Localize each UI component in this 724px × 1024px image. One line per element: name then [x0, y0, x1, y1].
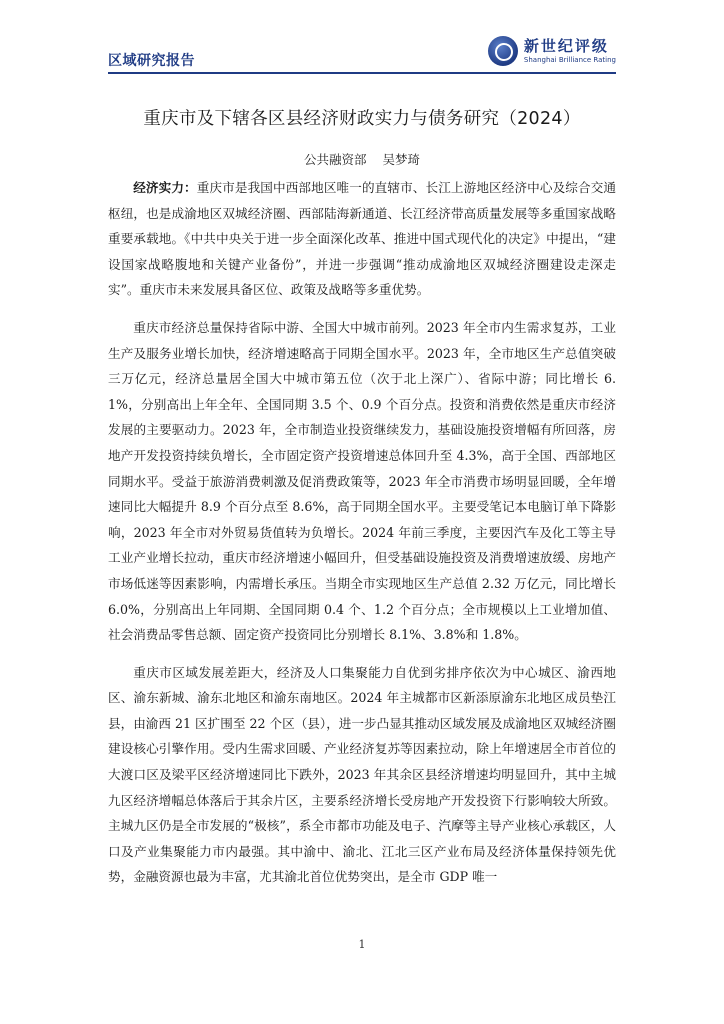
logo-chinese-name: 新世纪评级: [523, 36, 609, 55]
logo-english-name: Shanghai Brilliance Rating: [523, 55, 616, 64]
page-number: 1: [358, 938, 366, 951]
author-name: 吴梦琦: [382, 152, 420, 167]
paragraph-economic-scale: [108, 315, 616, 648]
brand-logo: [488, 34, 616, 68]
page-header: [108, 30, 616, 72]
section-tag: 区域研究报告: [108, 53, 195, 69]
author-line: [108, 150, 616, 168]
author-department: 公共融资部: [303, 152, 367, 167]
paragraph-economic-strength: [108, 175, 616, 303]
paragraph-text: 重庆市经济总量保持省际中游、全国大中城市前列。2023 年全市内生需求复苏，工业生产及服务业增长加快，经济增速略高于同期全国水平。2023 年，全市地区生产总值突破三万亿元，经济总量居全国大中城市第五位（次于北上深广）、省际中游；同比增长 6.1%，分别高出上年全年、全国同期 3.5 个、0.9 个百分点。投资和消费依然是重庆市经济发展的主要驱动力。2023 年，全市制造业投资继续发力，基础设施投资增幅有所回落，房地产开发投资持续负增长，全市固定资产投资增速总体回升至 4.3%，高于全国、西部地区同期水平。受益于旅游消费刺激及促消费政策等，2023 年全市消费市场明显回暖，全年增速同比大幅提升 8.9 个百分点至 8.6%，高于同期全国水平。主要受笔记本电脑订单下降影响，2023 年全市对外贸易货值转为负增长。2024 年前三季度，主要因汽车及化工等主导工业产业增长拉动，重庆市经济增速小幅回升，但受基础设施投资及消费增速放缓、房地产市场低迷等因素影响，内需增长承压。当期全市实现地区生产总值 2.32 万亿元，同比增长 6.0%，分别高出上年同期、全国同期 0.4 个、1.2 个百分点；全市规模以上工业增加值、社会消费品零售总额、固定资产投资同比分别增长 8.1%、3.8%和 1.8%。: [108, 319, 616, 643]
paragraph-lead: 经济实力：: [133, 180, 197, 195]
paragraph-text: 重庆市是我国中西部地区唯一的直辖市、长江上游地区经济中心及综合交通枢纽，也是成渝地区双城经济圈、西部陆海新通道、长江经济带高质量发展等多重国家战略重要承载地。《中共中央关于进一步全面深化改革、推进中国式现代化的决定》中提出，“建设国家战略腹地和关键产业备份”，并进一步强调“推动成渝地区双城经济圈建设走深走实”。重庆市未来发展具备区位、政策及战略等多重优势。: [108, 180, 617, 298]
body-content: [108, 175, 616, 902]
logo-emblem-icon: [488, 36, 518, 66]
paragraph-regional-gap: [108, 660, 616, 890]
document-title: 重庆市及下辖各区县经济财政实力与债务研究（2024）: [143, 109, 581, 129]
header-divider: [108, 72, 616, 74]
paragraph-text: 重庆市区域发展差距大，经济及人口集聚能力自优到劣排序依次为中心城区、渝西地区、渝东新城、渝东北地区和渝东南地区。2024 年主城都市区新添原渝东北地区成员垫江县，由渝西 21 区扩围至 22 个区（县），进一步凸显其推动区域发展及成渝地区双城经济圈建设核心引擎作用。受内生需求回暖、产业经济复苏等因素拉动，除上年增速居全市首位的大渡口区及梁平区经济增速同比下跌外，2023 年其余区县经济增速均明显回升，其中主城九区经济增幅总体落后于其余片区，主要系经济增长受房地产开发投资下行影响较大所致。主城九区仍是全市发展的“极核”，系全市都市功能及电子、汽摩等主导产业核心承载区，人口及产业集聚能力市内最强。其中渝中、渝北、江北三区产业布局及经济体量保持领先优势，金融资源也最为丰富，尤其渝北首位优势突出，是全市 GDP 唯一: [108, 664, 616, 885]
